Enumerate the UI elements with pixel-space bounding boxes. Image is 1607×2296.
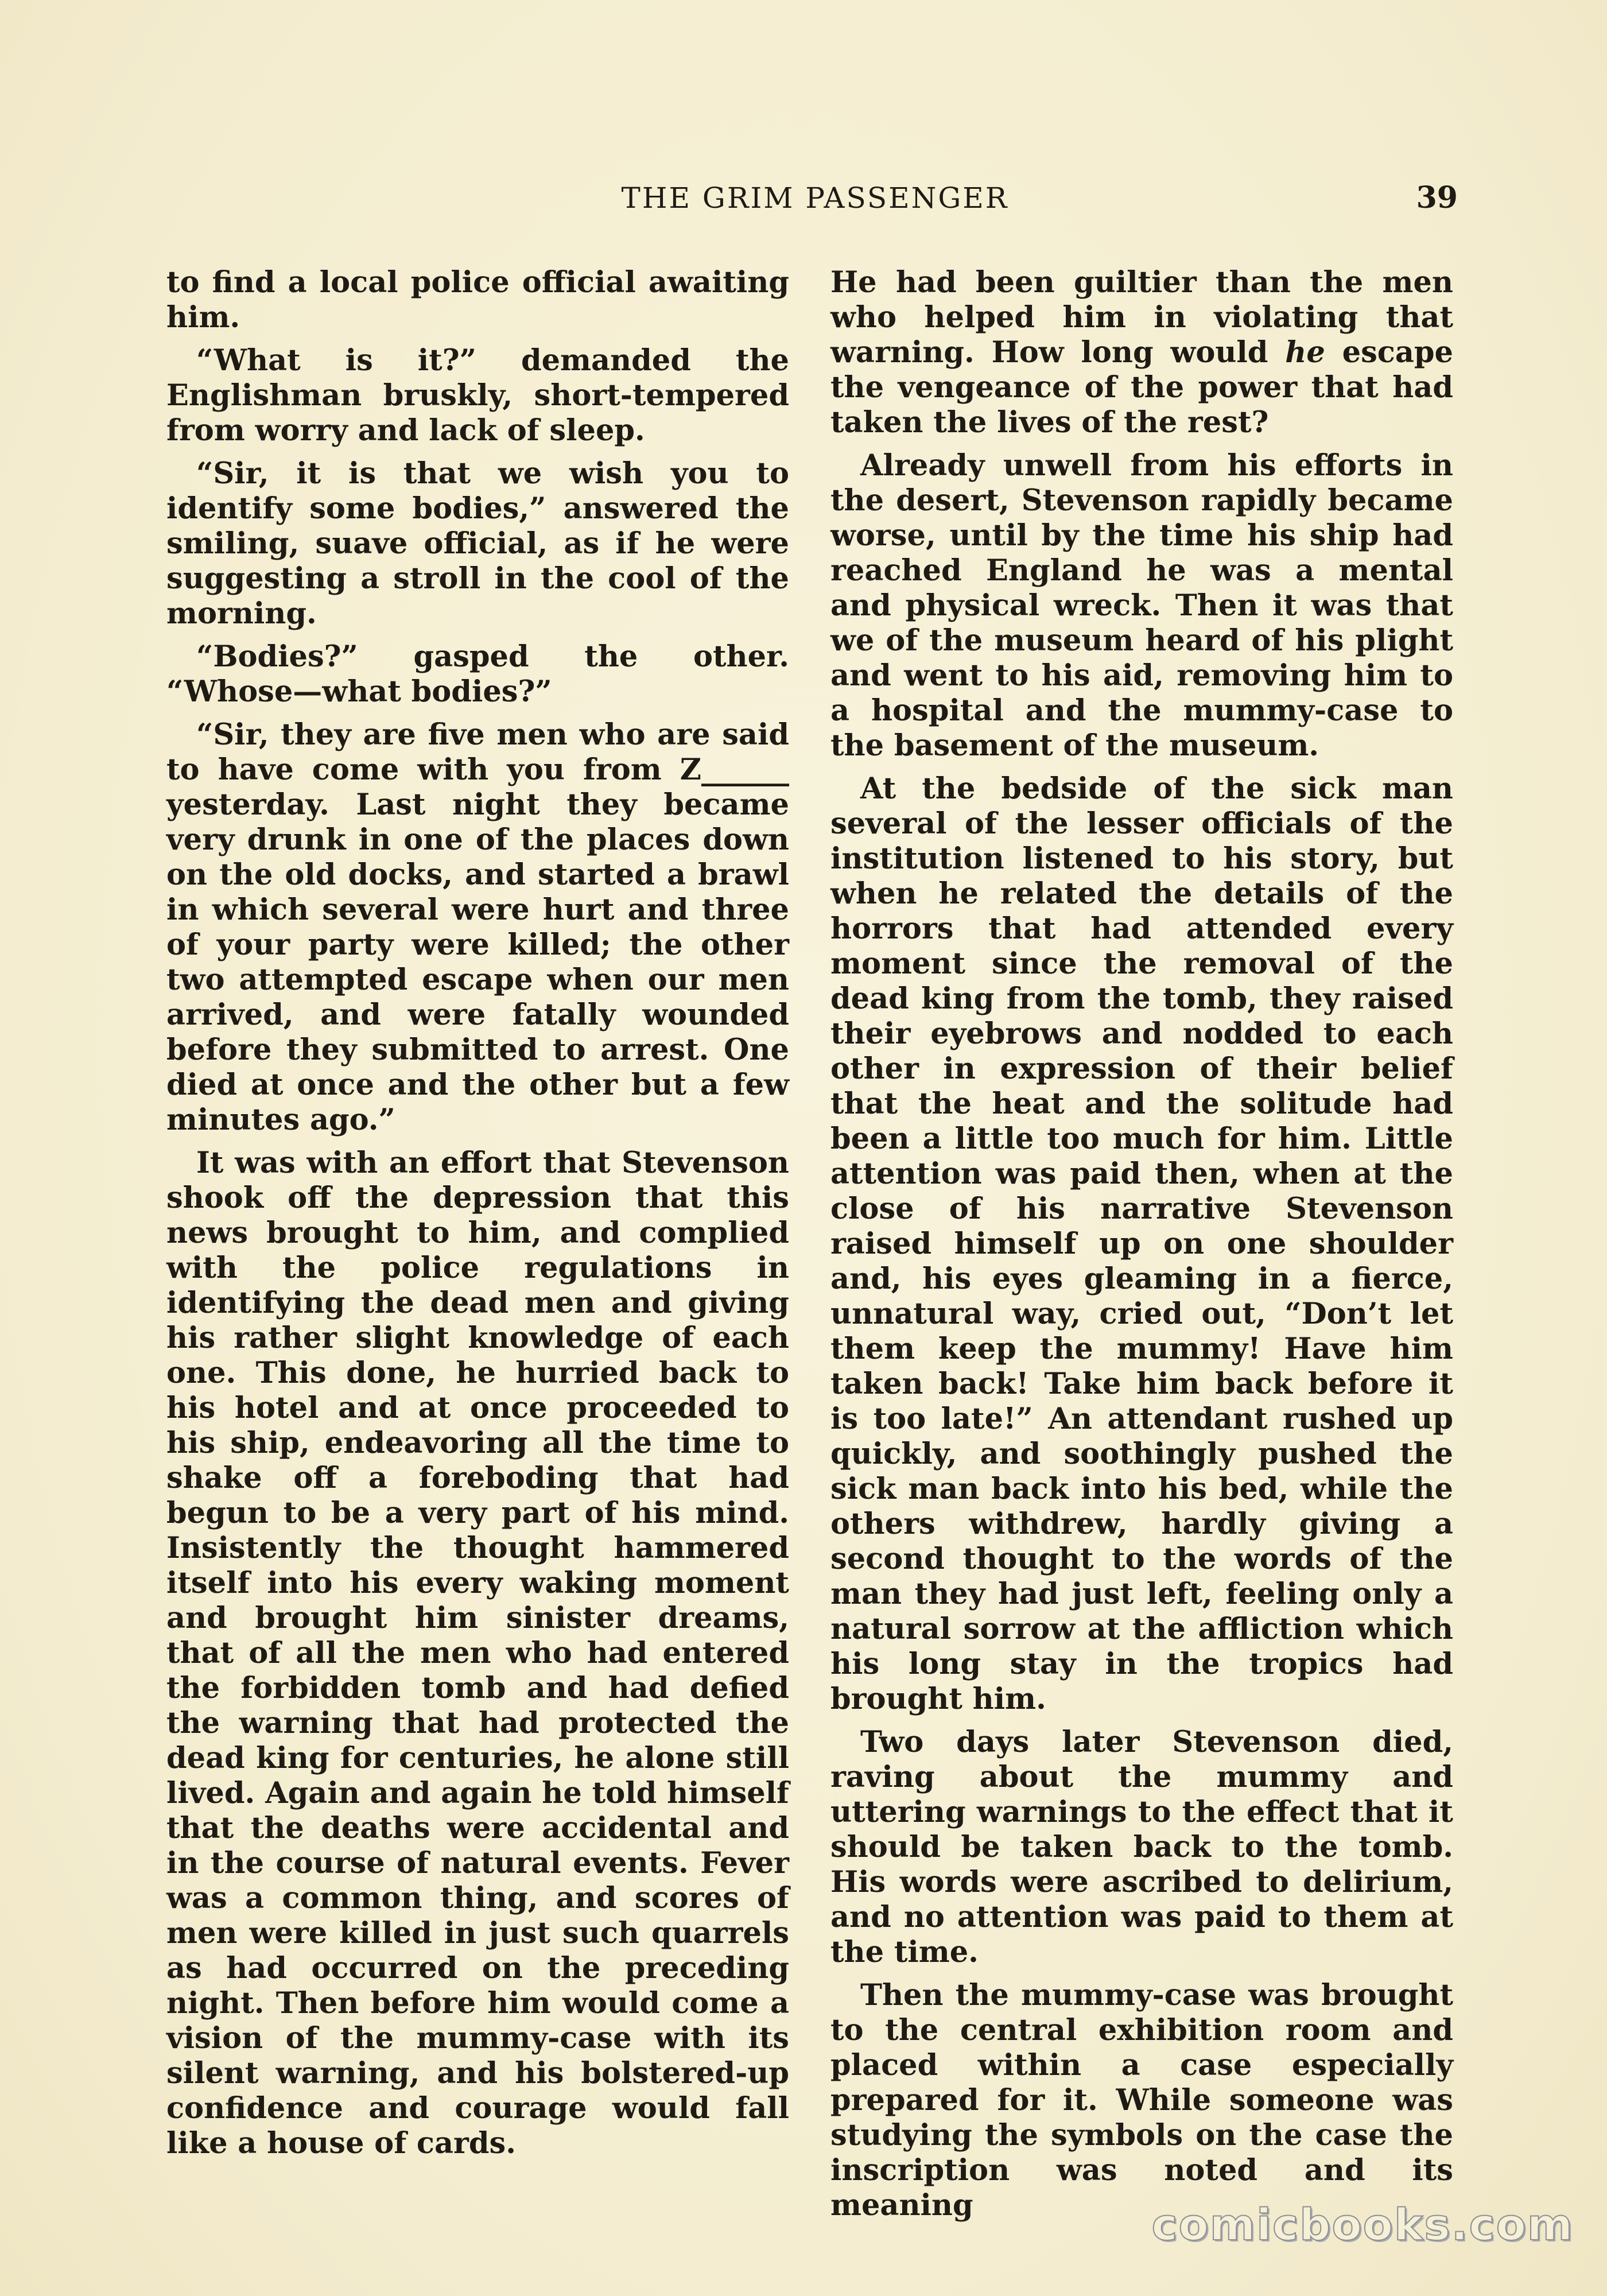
paragraph: At the bedside of the sick man several of the lesser officials of the institution listened to his story, but when he related the details of the horrors that had attended every moment since the removal of the dead king from the tomb, they raised their eyebrows and nodded to each other in expression of their belief that the heat and the solitude had been a little too much for him. Little attention was paid then, when at the close of his narrative Stevenson raised himself up on one shoulder and, his eyes gleaming in a fierce, unnatural way, cried out, “Don’t let them keep the mummy! Have him taken back! Take him back before it is too late!” An attendant rushed up quickly, and soothingly pushed the sick man back into his bed, while the others withdrew, hardly giving a second thought to the words of the man they had just left, feeling only a natural sorrow at the affliction which his long stay in the tropics had brought him. (830, 771, 1453, 1716)
left-column (166, 265, 789, 2169)
paragraph: It was with an effort that Stevenson shook off the depression that this news brought to him, and complied with the police regulations in identifying the dead men and giving his rather slight knowledge of each one. This done, he hurried back to his hotel and at once proceeded to his ship, endeavoring all the time to shake off a foreboding that had begun to be a very part of his mind. Insistently the thought hammered itself into his every waking moment and brought him sinister dreams, that of all the men who had entered the forbidden tomb and had defied the warning that had protected the dead king for centuries, he alone still lived. Again and again he told himself that the deaths were accidental and in the course of natural events. Fever was a common thing, and scores of men were killed in just such quarrels as had occurred on the preceding night. Then before him would come a vision of the mummy-case with its silent warning, and his bolstered-up confidence and courage would fall like a house of cards. (166, 1146, 789, 2161)
emphasis-text: he (1285, 335, 1325, 370)
paragraph (830, 265, 1453, 440)
site-watermark: comicbooks.com (1151, 2199, 1574, 2250)
paragraph: Two days later Stevenson died, raving about the mummy and uttering warnings to the effect that it should be taken back to the tomb. His words were ascribed to delirium, and no attention was paid to them at the time. (830, 1725, 1453, 1969)
paragraph: “Sir, they are five men who are said to have come with you from Z______ yesterday. Last night they became very drunk in one of the places down on the old docks, and started a brawl in which several were hurt and three of your party were killed; the other two attempted escape when our men arrived, and were fatally wounded before they submitted to arrest. One died at once and the other but a few minutes ago.” (166, 718, 789, 1137)
paragraph: to find a local police official awaiting him. (166, 265, 789, 335)
paragraph: Already unwell from his efforts in the desert, Stevenson rapidly became worse, until by the time his ship had reached England he was a mental and physical wreck. Then it was that we of the museum heard of his plight and went to his aid, removing him to a hospital and the mummy-case to the basement of the museum. (830, 448, 1453, 763)
paragraph-text: He had been guiltier than the men who helped him in violating that warning. How long would (830, 265, 1453, 370)
running-head (172, 172, 1458, 224)
paragraph: “Sir, it is that we wish you to identify some bodies,” answered the smiling, suave official, as if he were suggesting a stroll in the cool of the morning. (166, 456, 789, 631)
paragraph: Then the mummy-case was brought to the central exhibition room and placed within a case especially prepared for it. While someone was studying the symbols on the case the inscription was noted and its meaning (830, 1978, 1453, 2223)
paragraph: “What is it?” demanded the Englishman bruskly, short-tempered from worry and lack of sleep. (166, 343, 789, 448)
paragraph: “Bodies?” gasped the other. “Whose—what bodies?” (166, 639, 789, 709)
running-title: THE GRIM PASSENGER (621, 181, 1009, 215)
page-number: 39 (1416, 180, 1458, 215)
paragraph-text: escape the vengeance of the power that had taken the lives of the rest? (830, 335, 1454, 440)
right-column (830, 265, 1453, 2231)
